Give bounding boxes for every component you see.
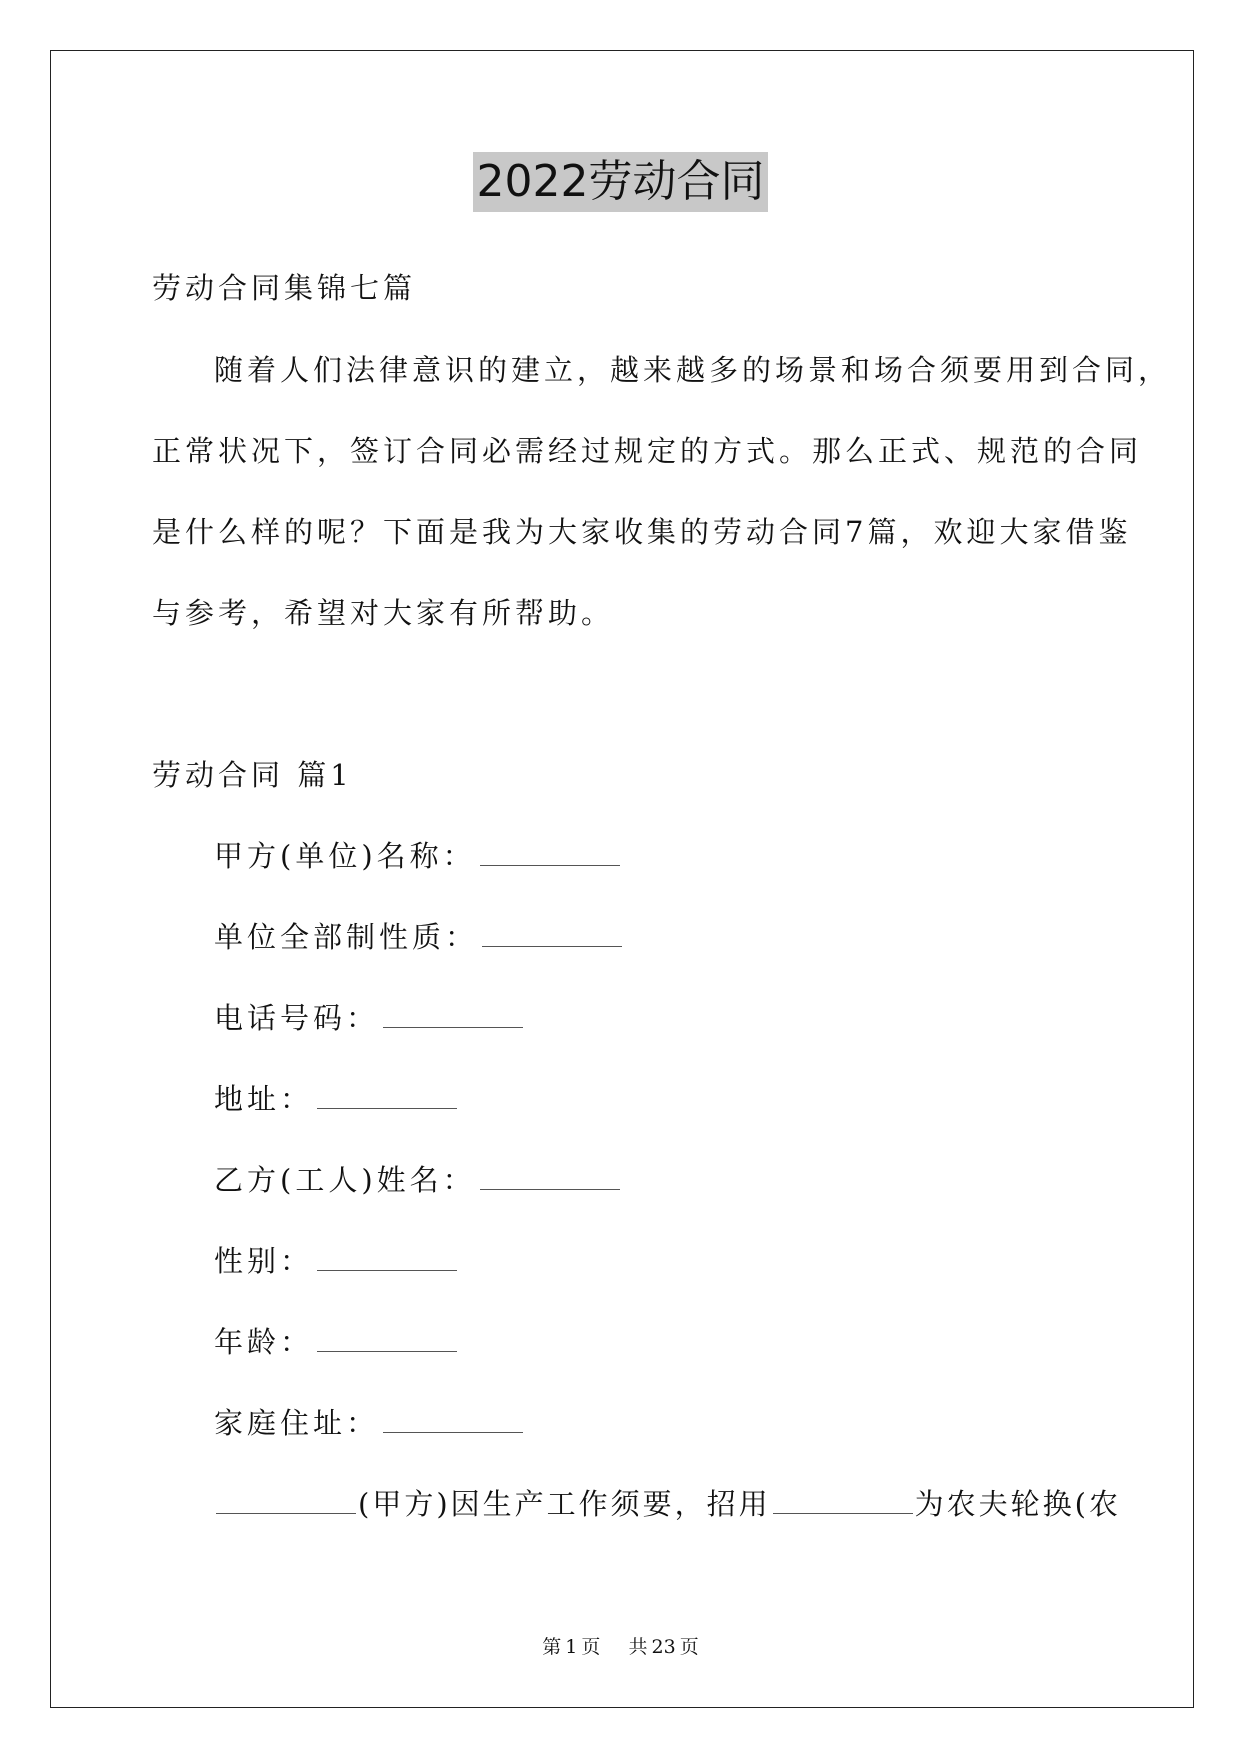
intro-line-1: 随着人们法律意识的建立，越来越多的场景和场合须要用到合同， bbox=[214, 353, 1172, 387]
total-prefix: 共 bbox=[628, 1636, 648, 1658]
field-party-b-name bbox=[214, 1160, 620, 1200]
blank-line[interactable] bbox=[482, 920, 622, 947]
page-number: 1 bbox=[565, 1636, 578, 1658]
field-home-address bbox=[214, 1403, 523, 1443]
field-label: 家庭住址： bbox=[214, 1406, 380, 1440]
blank-line[interactable] bbox=[383, 1001, 523, 1028]
intro-line-3: 是什么样的呢？下面是我为大家收集的劳动合同7篇，欢迎大家借鉴 bbox=[152, 515, 1132, 549]
field-label: 单位全部制性质： bbox=[214, 920, 479, 954]
intro-line-4: 与参考，希望对大家有所帮助。 bbox=[152, 596, 615, 630]
field-party-a-name bbox=[214, 836, 620, 876]
blank-line[interactable] bbox=[773, 1487, 913, 1514]
total-pages: 23 bbox=[651, 1636, 676, 1658]
field-label: 电话号码： bbox=[214, 1001, 380, 1035]
blank-line[interactable] bbox=[480, 1163, 620, 1190]
blank-line[interactable] bbox=[216, 1487, 356, 1514]
body-text-part1: (甲方)因生产工作须要，招用 bbox=[358, 1487, 771, 1521]
title-container bbox=[0, 152, 1241, 212]
field-phone bbox=[214, 998, 523, 1038]
field-age bbox=[214, 1322, 457, 1362]
field-label: 年龄： bbox=[214, 1325, 314, 1359]
field-label: 地址： bbox=[214, 1082, 314, 1116]
field-address bbox=[214, 1079, 457, 1119]
blank-line[interactable] bbox=[317, 1325, 457, 1352]
document-title: 2022劳动合同 bbox=[473, 152, 769, 212]
contract-body-line bbox=[214, 1484, 1121, 1524]
blank-line[interactable] bbox=[317, 1082, 457, 1109]
section-heading: 劳动合同 篇1 bbox=[152, 758, 353, 792]
document-subtitle: 劳动合同集锦七篇 bbox=[152, 271, 417, 305]
page-prefix: 第 bbox=[542, 1636, 562, 1658]
field-label: 乙方(工人)姓名： bbox=[214, 1163, 476, 1197]
field-gender bbox=[214, 1241, 457, 1281]
intro-line-2: 正常状况下，签订合同必需经过规定的方式。那么正式、规范的合同 bbox=[152, 434, 1143, 468]
field-label: 性别： bbox=[214, 1244, 314, 1278]
body-text-part2: 为农夫轮换(农 bbox=[914, 1487, 1121, 1521]
blank-line[interactable] bbox=[383, 1406, 523, 1433]
field-ownership-type bbox=[214, 917, 622, 957]
page-footer bbox=[0, 1632, 1241, 1659]
field-label: 甲方(单位)名称： bbox=[214, 839, 476, 873]
total-unit: 页 bbox=[679, 1636, 699, 1658]
page-unit: 页 bbox=[581, 1636, 601, 1658]
blank-line[interactable] bbox=[317, 1244, 457, 1271]
blank-line[interactable] bbox=[480, 839, 620, 866]
